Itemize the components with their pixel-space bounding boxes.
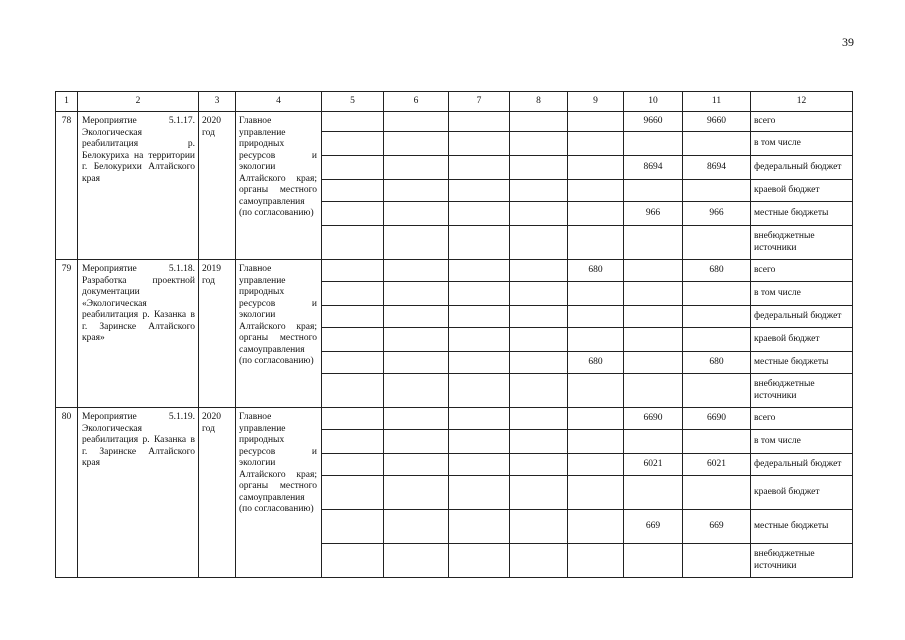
value-cell-c6 [384, 156, 449, 180]
measure-year: 2020 год [199, 112, 236, 260]
measure-title: Мероприятие 5.1.18. Разработка проектной документации «Экологическая реабилитация р. Казанка в г. Заринске Алтайского края» [78, 260, 199, 408]
column-header: 12 [751, 92, 853, 112]
value-cell-c10: 6690 [624, 408, 683, 430]
value-cell-c9 [568, 510, 624, 544]
value-cell-c7 [449, 202, 510, 226]
value-cell-c7 [449, 454, 510, 476]
value-cell-c9 [568, 374, 624, 408]
value-cell-c11: 669 [683, 510, 751, 544]
value-cell-c8 [510, 430, 568, 454]
value-cell-c9 [568, 112, 624, 132]
value-cell-c10 [624, 226, 683, 260]
value-cell-c10: 966 [624, 202, 683, 226]
value-cell-c8 [510, 408, 568, 430]
value-cell-c11 [683, 282, 751, 306]
measure-year: 2019 год [199, 260, 236, 408]
value-cell-c6 [384, 202, 449, 226]
value-cell-c9 [568, 226, 624, 260]
header-row [56, 92, 853, 112]
column-header: 11 [683, 92, 751, 112]
value-cell-c11: 6690 [683, 408, 751, 430]
value-cell-c7 [449, 374, 510, 408]
value-cell-c5 [322, 430, 384, 454]
value-cell-c11 [683, 430, 751, 454]
value-cell-c8 [510, 454, 568, 476]
value-cell-c11 [683, 476, 751, 510]
value-cell-c5 [322, 156, 384, 180]
value-cell-c10 [624, 544, 683, 578]
value-cell-c10 [624, 260, 683, 282]
value-cell-c9 [568, 156, 624, 180]
funding-source: краевой бюджет [751, 476, 853, 510]
value-cell-c6 [384, 260, 449, 282]
value-cell-c5 [322, 180, 384, 202]
value-cell-c10 [624, 476, 683, 510]
value-cell-c5 [322, 132, 384, 156]
value-cell-c8 [510, 180, 568, 202]
value-cell-c10 [624, 132, 683, 156]
column-header: 3 [199, 92, 236, 112]
value-cell-c6 [384, 282, 449, 306]
value-cell-c9 [568, 476, 624, 510]
value-cell-c9 [568, 430, 624, 454]
value-cell-c11 [683, 328, 751, 352]
value-cell-c8 [510, 226, 568, 260]
value-cell-c6 [384, 374, 449, 408]
value-cell-c10: 9660 [624, 112, 683, 132]
funding-source: всего [751, 112, 853, 132]
column-header: 10 [624, 92, 683, 112]
value-cell-c10 [624, 430, 683, 454]
value-cell-c5 [322, 408, 384, 430]
value-cell-c5 [322, 260, 384, 282]
value-cell-c9: 680 [568, 352, 624, 374]
value-cell-c7 [449, 306, 510, 328]
funding-source: краевой бюджет [751, 328, 853, 352]
value-cell-c6 [384, 454, 449, 476]
value-cell-c11: 9660 [683, 112, 751, 132]
value-cell-c9: 680 [568, 260, 624, 282]
value-cell-c5 [322, 112, 384, 132]
value-cell-c8 [510, 544, 568, 578]
value-cell-c11 [683, 132, 751, 156]
value-cell-c8 [510, 306, 568, 328]
funding-source: всего [751, 260, 853, 282]
value-cell-c10 [624, 180, 683, 202]
column-header: 1 [56, 92, 78, 112]
value-cell-c5 [322, 202, 384, 226]
value-cell-c7 [449, 430, 510, 454]
table-row [56, 112, 853, 132]
value-cell-c6 [384, 180, 449, 202]
value-cell-c11: 8694 [683, 156, 751, 180]
funding-source: местные бюджеты [751, 352, 853, 374]
funding-source: внебюджетные источники [751, 226, 853, 260]
value-cell-c11: 6021 [683, 454, 751, 476]
funding-source: внебюджетные источники [751, 374, 853, 408]
measure-executor: Главное управление природных ресурсов и экологии Алтайского края; органы местного самоуправления (по согласованию) [236, 260, 322, 408]
value-cell-c8 [510, 282, 568, 306]
funding-source: в том числе [751, 132, 853, 156]
value-cell-c9 [568, 408, 624, 430]
value-cell-c7 [449, 282, 510, 306]
value-cell-c9 [568, 328, 624, 352]
value-cell-c7 [449, 132, 510, 156]
value-cell-c10 [624, 352, 683, 374]
value-cell-c11: 966 [683, 202, 751, 226]
value-cell-c10 [624, 374, 683, 408]
financing-table [55, 91, 853, 578]
value-cell-c5 [322, 226, 384, 260]
value-cell-c10: 8694 [624, 156, 683, 180]
value-cell-c9 [568, 180, 624, 202]
column-header: 4 [236, 92, 322, 112]
funding-source: местные бюджеты [751, 202, 853, 226]
value-cell-c8 [510, 510, 568, 544]
value-cell-c10: 6021 [624, 454, 683, 476]
value-cell-c9 [568, 282, 624, 306]
measure-number: 79 [56, 260, 78, 408]
value-cell-c9 [568, 306, 624, 328]
table-row [56, 260, 853, 282]
measure-title: Мероприятие 5.1.17. Экологическая реабилитация р. Белокуриха на территории г. Белокурихи Алтайского края [78, 112, 199, 260]
page-number: 39 [842, 35, 854, 49]
value-cell-c10: 669 [624, 510, 683, 544]
value-cell-c9 [568, 202, 624, 226]
funding-source: местные бюджеты [751, 510, 853, 544]
value-cell-c10 [624, 282, 683, 306]
value-cell-c8 [510, 476, 568, 510]
column-header: 6 [384, 92, 449, 112]
value-cell-c5 [322, 544, 384, 578]
funding-source: в том числе [751, 430, 853, 454]
value-cell-c11: 680 [683, 260, 751, 282]
value-cell-c5 [322, 328, 384, 352]
value-cell-c5 [322, 306, 384, 328]
value-cell-c11 [683, 180, 751, 202]
measure-executor: Главное управление природных ресурсов и экологии Алтайского края; органы местного самоуправления (по согласованию) [236, 408, 322, 578]
measure-title: Мероприятие 5.1.19. Экологическая реабилитация р. Казанка в г. Заринске Алтайского края [78, 408, 199, 578]
column-header: 9 [568, 92, 624, 112]
value-cell-c11: 680 [683, 352, 751, 374]
value-cell-c6 [384, 112, 449, 132]
value-cell-c8 [510, 112, 568, 132]
value-cell-c8 [510, 352, 568, 374]
value-cell-c11 [683, 374, 751, 408]
column-header: 8 [510, 92, 568, 112]
value-cell-c7 [449, 226, 510, 260]
value-cell-c8 [510, 132, 568, 156]
value-cell-c5 [322, 282, 384, 306]
value-cell-c7 [449, 408, 510, 430]
measure-number: 78 [56, 112, 78, 260]
value-cell-c5 [322, 374, 384, 408]
value-cell-c6 [384, 132, 449, 156]
value-cell-c10 [624, 306, 683, 328]
value-cell-c5 [322, 352, 384, 374]
value-cell-c7 [449, 476, 510, 510]
value-cell-c7 [449, 260, 510, 282]
value-cell-c8 [510, 374, 568, 408]
value-cell-c11 [683, 544, 751, 578]
column-header: 7 [449, 92, 510, 112]
measure-number: 80 [56, 408, 78, 578]
funding-source: в том числе [751, 282, 853, 306]
value-cell-c6 [384, 476, 449, 510]
value-cell-c6 [384, 352, 449, 374]
value-cell-c7 [449, 180, 510, 202]
funding-source: всего [751, 408, 853, 430]
value-cell-c5 [322, 454, 384, 476]
column-header: 2 [78, 92, 199, 112]
value-cell-c9 [568, 454, 624, 476]
table-row [56, 408, 853, 430]
value-cell-c6 [384, 328, 449, 352]
value-cell-c6 [384, 510, 449, 544]
value-cell-c11 [683, 306, 751, 328]
value-cell-c6 [384, 430, 449, 454]
funding-source: внебюджетные источники [751, 544, 853, 578]
value-cell-c6 [384, 306, 449, 328]
value-cell-c7 [449, 328, 510, 352]
value-cell-c5 [322, 510, 384, 544]
value-cell-c7 [449, 510, 510, 544]
value-cell-c7 [449, 156, 510, 180]
value-cell-c6 [384, 544, 449, 578]
value-cell-c9 [568, 544, 624, 578]
column-header: 5 [322, 92, 384, 112]
value-cell-c11 [683, 226, 751, 260]
value-cell-c8 [510, 202, 568, 226]
value-cell-c7 [449, 352, 510, 374]
measure-executor: Главное управление природных ресурсов и экологии Алтайского края; органы местного самоуправления (по согласованию) [236, 112, 322, 260]
value-cell-c8 [510, 156, 568, 180]
value-cell-c10 [624, 328, 683, 352]
value-cell-c6 [384, 226, 449, 260]
value-cell-c5 [322, 476, 384, 510]
value-cell-c7 [449, 544, 510, 578]
value-cell-c8 [510, 260, 568, 282]
value-cell-c9 [568, 132, 624, 156]
value-cell-c8 [510, 328, 568, 352]
funding-source: краевой бюджет [751, 180, 853, 202]
funding-source: федеральный бюджет [751, 156, 853, 180]
funding-source: федеральный бюджет [751, 454, 853, 476]
measure-year: 2020 год [199, 408, 236, 578]
funding-source: федеральный бюджет [751, 306, 853, 328]
value-cell-c6 [384, 408, 449, 430]
value-cell-c7 [449, 112, 510, 132]
